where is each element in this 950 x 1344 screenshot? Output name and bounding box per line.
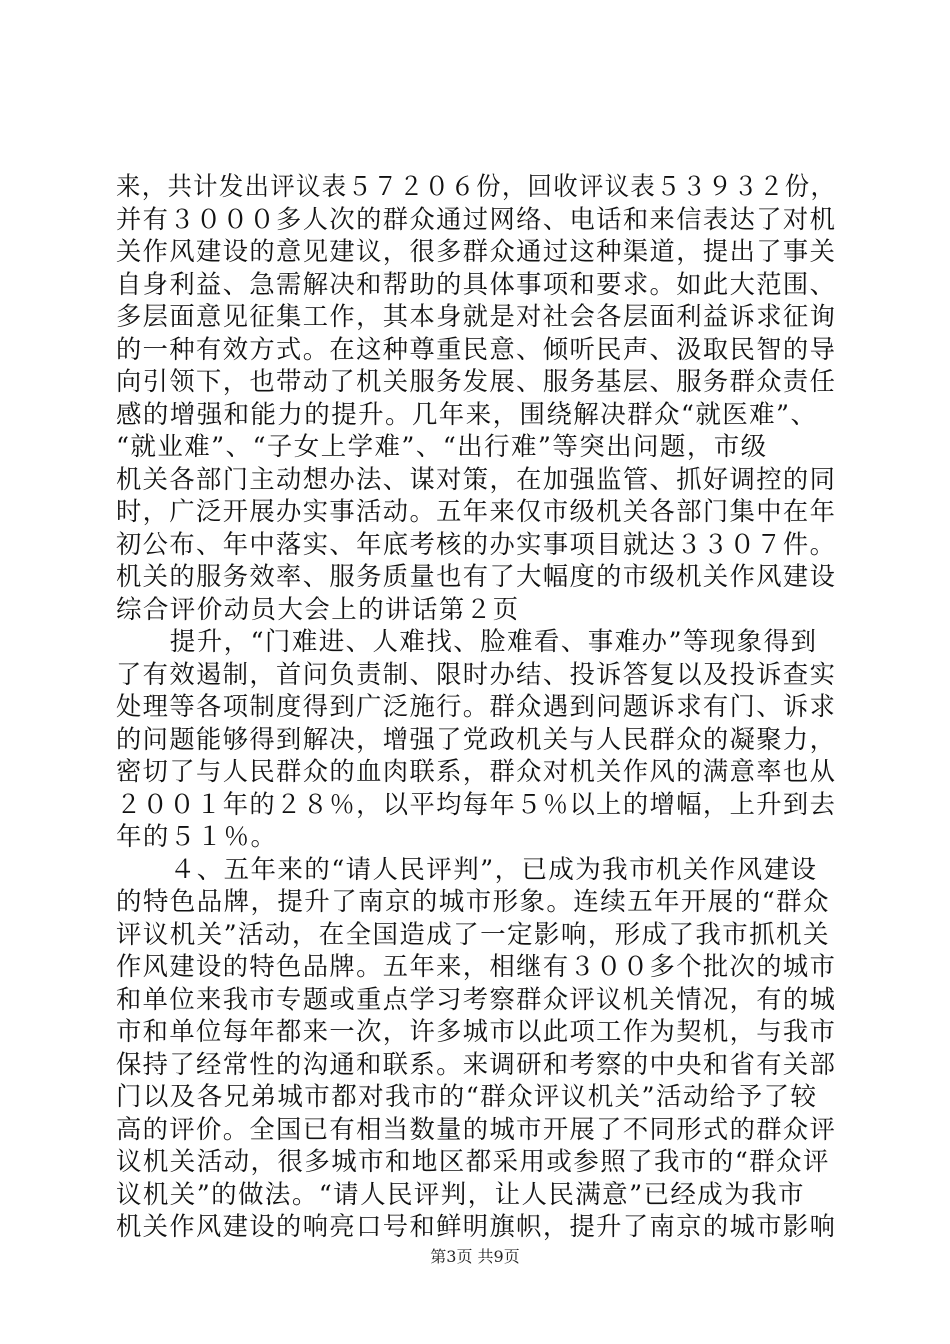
text-line: 密切了与人民群众的血肉联系，群众对机关作风的满意率也从 bbox=[116, 757, 837, 787]
text-line: “就业难”、“子女上学难”、“出行难”等突出问题，市级 bbox=[116, 432, 768, 462]
text-line: 的一种有效方式。在这种尊重民意、倾听民声、汲取民智的导 bbox=[116, 334, 837, 365]
page-number-footer: 第3页 共9页 bbox=[430, 1247, 520, 1266]
text-line: 的特色品牌，提升了南京的城市形象。连续五年开展的“群众 bbox=[116, 887, 830, 917]
text-line: 了有效遏制，首问负责制、限时办结、投诉答复以及投诉查实 bbox=[116, 659, 837, 690]
text-line: 感的增强和能力的提升。几年来，围绕解决群众“就医难”、 bbox=[116, 399, 818, 430]
text-line: 来，共计发出评议表５７２０６份，回收评议表５３９３２份， bbox=[116, 172, 837, 202]
text-line: 议机关活动，很多城市和地区都采用或参照了我市的“群众评 bbox=[116, 1147, 830, 1177]
text-line: 提升，“门难进、人难找、脸难看、事难办”等现象得到 bbox=[116, 627, 818, 657]
text-line: 市和单位每年都来一次，许多城市以此项工作为契机，与我市 bbox=[116, 1017, 837, 1047]
text-line: 关作风建设的意见建议，很多群众通过这种渠道，提出了事关 bbox=[116, 237, 837, 267]
text-line: 门以及各兄弟城市都对我市的“群众评议机关”活动给予了较 bbox=[116, 1082, 818, 1112]
text-line: 议机关”的做法。“请人民评判，让人民满意”已经成为我市 bbox=[116, 1179, 805, 1210]
text-line: 多层面意见征集工作，其本身就是对社会各层面利益诉求征询 bbox=[116, 302, 837, 332]
text-line: 处理等各项制度得到广泛施行。群众遇到问题诉求有门、诉求 bbox=[116, 692, 837, 722]
text-line: 时，广泛开展办实事活动。五年来仅市级机关各部门集中在年 bbox=[116, 497, 837, 527]
text-line: 初公布、年中落实、年底考核的办实事项目就达３３０７件。 bbox=[116, 529, 837, 560]
text-line: 的问题能够得到解决，增强了党政机关与人民群众的凝聚力， bbox=[116, 724, 837, 755]
text-line: 作风建设的特色品牌。五年来，相继有３００多个批次的城市 bbox=[116, 952, 837, 982]
text-line: 并有３０００多人次的群众通过网络、电话和来信表达了对机 bbox=[116, 204, 837, 235]
text-line: ４、五年来的“请人民评判”，已成为我市机关作风建设 bbox=[116, 854, 818, 885]
text-line: 和单位来我市专题或重点学习考察群众评议机关情况，有的城 bbox=[116, 984, 837, 1015]
text-line: 年的５１％。 bbox=[116, 822, 278, 852]
text-line: 机关的服务效率、服务质量也有了大幅度的市级机关作风建设 bbox=[116, 562, 837, 592]
text-line: 保持了经常性的沟通和联系。来调研和考察的中央和省有关部 bbox=[116, 1049, 837, 1080]
text-line: 向引领下，也带动了机关服务发展、服务基层、服务群众责任 bbox=[116, 367, 837, 397]
text-line: 评议机关”活动，在全国造成了一定影响，形成了我市抓机关 bbox=[116, 919, 830, 950]
text-line: 机关作风建设的响亮口号和鲜明旗帜，提升了南京的城市影响 bbox=[116, 1212, 837, 1242]
text-line: 高的评价。全国已有相当数量的城市开展了不同形式的群众评 bbox=[116, 1114, 837, 1145]
text-line: 自身利益、急需解决和帮助的具体事项和要求。如此大范围、 bbox=[116, 269, 837, 300]
text-line: ２００１年的２８％，以平均每年５％以上的增幅，上升到去 bbox=[116, 789, 837, 820]
document-body bbox=[116, 171, 836, 1244]
text-line: 综合评价动员大会上的讲话第２页 bbox=[116, 594, 520, 625]
text-line: 机关各部门主动想办法、谋对策，在加强监管、抓好调控的同 bbox=[116, 464, 837, 495]
